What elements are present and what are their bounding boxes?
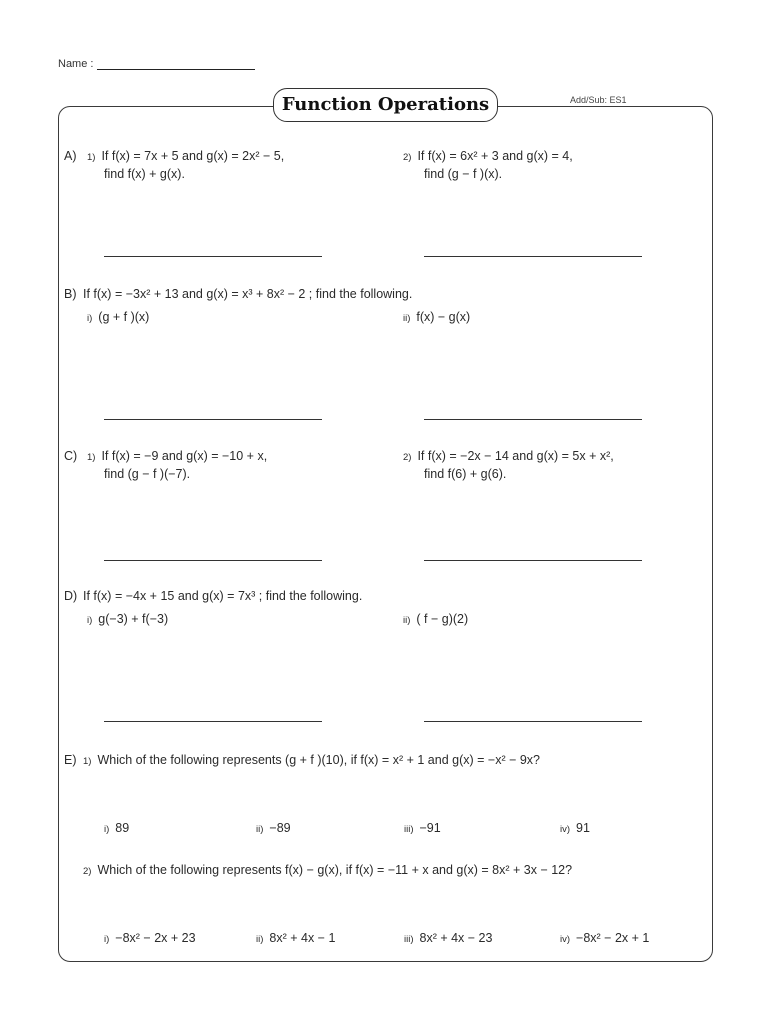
option-number: iv) <box>560 824 571 835</box>
answer-line-a2[interactable] <box>424 256 642 257</box>
section-e-label: E) <box>64 753 77 767</box>
question-text: If f(x) = 7x + 5 and g(x) = 2x² − 5, <box>101 149 285 163</box>
question-a1-line2: find f(x) + g(x). <box>104 167 185 181</box>
option-e2-iv[interactable] <box>560 930 649 948</box>
option-e1-i[interactable] <box>104 820 129 838</box>
question-a1 <box>87 148 284 166</box>
answer-line-a1[interactable] <box>104 256 322 257</box>
sheet-code: Add/Sub: ES1 <box>570 95 627 105</box>
question-number: ii) <box>403 313 411 324</box>
option-number: ii) <box>256 934 264 945</box>
question-text: If f(x) = 6x² + 3 and g(x) = 4, <box>417 149 573 163</box>
section-d-label: D) <box>64 589 78 603</box>
question-text: ( f − g)(2) <box>416 612 469 626</box>
question-number: 1) <box>87 452 96 463</box>
question-d-i <box>87 611 168 629</box>
question-e2 <box>83 862 572 880</box>
question-text: (g + f )(x) <box>98 310 150 324</box>
option-text: 91 <box>576 821 590 835</box>
option-text: 8x² + 4x − 1 <box>269 931 336 945</box>
section-d-stem: If f(x) = −4x + 15 and g(x) = 7x³ ; find the following. <box>83 589 363 603</box>
question-number: ii) <box>403 615 411 626</box>
option-text: −89 <box>269 821 291 835</box>
option-number: iii) <box>404 934 414 945</box>
question-text: Which of the following represents (g + f )(10), if f(x) = x² + 1 and g(x) = −x² − 9x? <box>97 753 541 767</box>
option-e1-iii[interactable] <box>404 820 441 838</box>
option-number: ii) <box>256 824 264 835</box>
worksheet-title: Function Operations <box>273 88 498 122</box>
option-text: −8x² − 2x + 23 <box>115 931 196 945</box>
section-b-stem: If f(x) = −3x² + 13 and g(x) = x³ + 8x² − 2 ; find the following. <box>83 287 413 301</box>
question-text: If f(x) = −2x − 14 and g(x) = 5x + x², <box>417 449 614 463</box>
question-number: i) <box>87 615 93 626</box>
question-a2-line2: find (g − f )(x). <box>424 167 503 181</box>
question-text: g(−3) + f(−3) <box>98 612 169 626</box>
question-text: If f(x) = −9 and g(x) = −10 + x, <box>101 449 268 463</box>
section-c-label: C) <box>64 449 78 463</box>
question-d-ii <box>403 611 468 629</box>
question-text: Which of the following represents f(x) − g(x), if f(x) = −11 + x and g(x) = 8x² + 3x − 12? <box>97 863 573 877</box>
question-e1 <box>83 752 540 770</box>
option-e2-ii[interactable] <box>256 930 335 948</box>
answer-line-c1[interactable] <box>104 560 322 561</box>
answer-line-b-ii[interactable] <box>424 419 642 420</box>
option-text: −91 <box>419 821 441 835</box>
option-text: 89 <box>115 821 130 835</box>
option-e1-iv[interactable] <box>560 820 590 838</box>
worksheet-frame <box>58 106 713 962</box>
answer-line-d-ii[interactable] <box>424 721 642 722</box>
question-b-ii <box>403 309 470 327</box>
option-text: 8x² + 4x − 23 <box>419 931 493 945</box>
name-field <box>58 58 255 70</box>
question-number: i) <box>87 313 93 324</box>
question-b-i <box>87 309 149 327</box>
question-a2 <box>403 148 573 166</box>
option-e2-i[interactable] <box>104 930 196 948</box>
answer-line-d-i[interactable] <box>104 721 322 722</box>
option-number: iii) <box>404 824 414 835</box>
answer-line-b-i[interactable] <box>104 419 322 420</box>
question-number: 2) <box>403 452 412 463</box>
name-blank[interactable] <box>97 69 255 70</box>
question-c1 <box>87 448 267 466</box>
question-text: f(x) − g(x) <box>416 310 471 324</box>
question-c2 <box>403 448 614 466</box>
option-number: i) <box>104 934 110 945</box>
question-number: 1) <box>87 152 96 163</box>
option-number: iv) <box>560 934 571 945</box>
question-c2-line2: find f(6) + g(6). <box>424 467 507 481</box>
answer-line-c2[interactable] <box>424 560 642 561</box>
section-b-label: B) <box>64 287 77 301</box>
option-text: −8x² − 2x + 1 <box>576 931 650 945</box>
question-number: 2) <box>83 866 92 877</box>
question-number: 2) <box>403 152 412 163</box>
option-e1-ii[interactable] <box>256 820 291 838</box>
option-e2-iii[interactable] <box>404 930 492 948</box>
question-c1-line2: find (g − f )(−7). <box>104 467 191 481</box>
name-label: Name : <box>58 58 94 70</box>
section-a-label: A) <box>64 149 77 163</box>
option-number: i) <box>104 824 110 835</box>
question-number: 1) <box>83 756 92 767</box>
